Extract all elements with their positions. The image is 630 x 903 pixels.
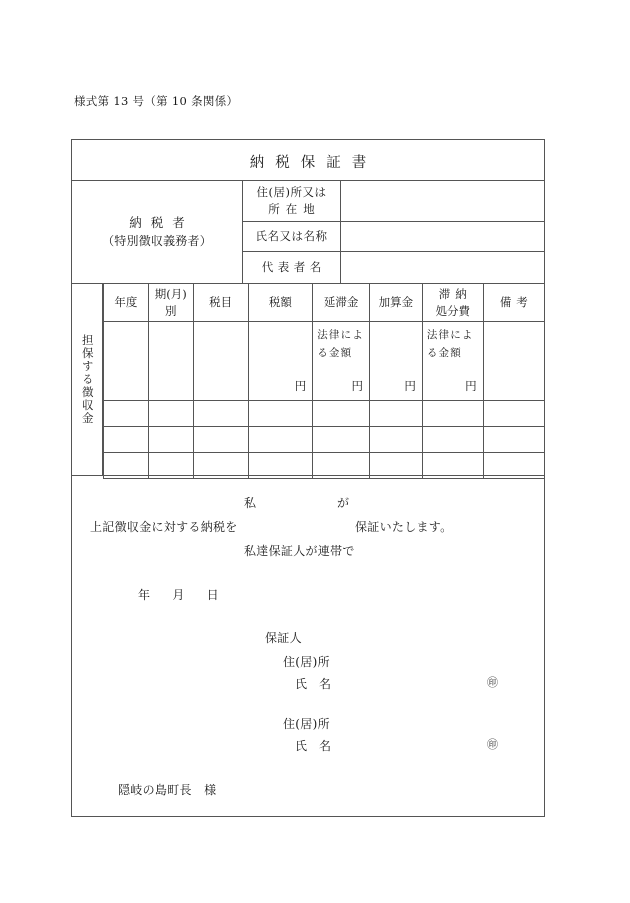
taxpayer-heading-line1: 納税者: [129, 215, 194, 231]
cell-tax-amount[interactable]: [248, 453, 313, 479]
cell-tax-amount[interactable]: [248, 427, 313, 453]
taxpayer-representative-row: [243, 252, 544, 283]
column-header-disposal-cost-line1: 滞納: [438, 286, 472, 301]
taxpayer-name-row: [243, 222, 544, 253]
cell-term[interactable]: [148, 427, 193, 453]
table-row: [104, 322, 545, 401]
cell-year[interactable]: [104, 427, 149, 453]
cell-disposal-cost[interactable]: [422, 401, 483, 427]
column-header-additional: [370, 284, 423, 322]
cell-disposal-cost[interactable]: [422, 427, 483, 453]
column-header-additional-text: 加算金: [378, 295, 414, 310]
cell-tax-item[interactable]: [193, 453, 248, 479]
collection-table-section: [72, 284, 544, 476]
column-header-tax-item-text: 税目: [209, 295, 233, 310]
cell-year[interactable]: [104, 453, 149, 479]
cell-note[interactable]: [483, 401, 544, 427]
cell-tax-amount[interactable]: [248, 401, 313, 427]
cell-additional[interactable]: [370, 453, 423, 479]
taxpayer-heading-line2: （特別徴収義務者）: [102, 234, 212, 249]
statement-particle: が: [337, 496, 350, 510]
table-row: [104, 453, 545, 479]
taxpayer-address-row: [243, 181, 544, 222]
statement-subject-singular: 私: [244, 496, 257, 510]
table-header-row: [104, 284, 545, 322]
statement-subject-plural: 私達保証人が連帯で: [244, 544, 355, 558]
cell-tax-amount[interactable]: [248, 322, 313, 401]
disposal-cost-note-line2: る金額: [426, 346, 462, 359]
column-header-disposal-cost-line2: 処分費: [435, 303, 470, 318]
cell-year[interactable]: [104, 401, 149, 427]
taxpayer-fields: [243, 181, 544, 283]
guarantor-section-title: 保証人: [265, 631, 302, 645]
collection-table: [103, 284, 544, 479]
taxpayer-heading: [72, 181, 243, 283]
seal-icon: ㊞: [487, 676, 499, 689]
disposal-cost-note-line1: 法律によ: [426, 329, 474, 341]
cell-note[interactable]: [483, 453, 544, 479]
column-header-term-line2: 別: [165, 303, 177, 318]
taxpayer-block: [72, 181, 544, 284]
taxpayer-address-label-line1: 住(居)所又は: [256, 184, 327, 199]
column-header-term-line1: 期(月): [154, 286, 187, 301]
column-header-tax-amount-text: 税額: [268, 295, 292, 310]
addressee-line: 隠岐の島町長 様: [118, 783, 217, 797]
cell-disposal-cost[interactable]: [422, 322, 483, 401]
table-row: [104, 401, 545, 427]
statement-guarantee-text: 保証いたします。: [355, 520, 453, 534]
form-number: 様式第 13 号（第 10 条関係）: [74, 94, 239, 108]
column-header-late-fee-text: 延滞金: [323, 295, 359, 310]
column-header-late-fee: [313, 284, 370, 322]
column-header-year: [104, 284, 149, 322]
column-header-year-text: 年度: [114, 295, 138, 310]
guarantor-2-address-label: 住(居)所: [283, 717, 330, 731]
cell-late-fee[interactable]: [313, 401, 370, 427]
taxpayer-representative-label-text: 代表者名: [261, 260, 326, 275]
column-header-tax-item: [193, 284, 248, 322]
page-title: 納税保証書: [249, 155, 378, 171]
tax-amount-unit: 円: [294, 379, 307, 393]
column-header-note: [483, 284, 544, 322]
cell-term[interactable]: [148, 401, 193, 427]
table-row: [104, 427, 545, 453]
late-fee-note-line1: 法律によ: [317, 329, 365, 341]
cell-disposal-cost[interactable]: [422, 453, 483, 479]
late-fee-note: [317, 327, 365, 363]
cell-tax-item[interactable]: [193, 427, 248, 453]
disposal-cost-unit: 円: [465, 379, 477, 393]
taxpayer-address-value[interactable]: [341, 181, 544, 221]
form-frame: [71, 139, 545, 817]
cell-late-fee[interactable]: [313, 427, 370, 453]
taxpayer-address-label: [243, 181, 341, 221]
additional-unit: 円: [404, 379, 416, 393]
column-header-term: [148, 284, 193, 322]
column-header-disposal-cost: [422, 284, 483, 322]
guarantor-1-name-label: 氏名: [295, 677, 344, 691]
taxpayer-name-label-text: 氏名又は名称: [255, 228, 328, 243]
cell-year[interactable]: [104, 322, 149, 401]
cell-additional[interactable]: [370, 427, 423, 453]
date-day-label: 日: [206, 588, 219, 602]
taxpayer-representative-value[interactable]: [341, 252, 544, 283]
cell-term[interactable]: [148, 322, 193, 401]
late-fee-note-line2: る金額: [317, 346, 353, 359]
date-month-label: 月: [172, 588, 185, 602]
statement-main-text: 上記徴収金に対する納税を: [90, 520, 238, 534]
late-fee-unit: 円: [351, 379, 364, 393]
title-row: [72, 140, 544, 181]
guarantor-2-name-label: 氏名: [295, 739, 344, 753]
cell-note[interactable]: [483, 322, 544, 401]
column-header-note-text: 備考: [499, 295, 533, 310]
taxpayer-address-label-line2: 所在地: [268, 201, 321, 216]
cell-note[interactable]: [483, 427, 544, 453]
cell-term[interactable]: [148, 453, 193, 479]
column-header-tax-amount: [248, 284, 313, 322]
guarantor-1-address-label: 住(居)所: [283, 655, 330, 669]
collection-side-label-text: 担保する徴収金: [80, 334, 95, 425]
cell-tax-item[interactable]: [193, 322, 248, 401]
cell-tax-item[interactable]: [193, 401, 248, 427]
collection-side-label: [72, 284, 103, 475]
cell-late-fee[interactable]: [313, 453, 370, 479]
cell-additional[interactable]: [370, 322, 423, 401]
cell-late-fee[interactable]: [313, 322, 370, 401]
taxpayer-name-label: [243, 222, 341, 252]
taxpayer-name-value[interactable]: [341, 222, 544, 252]
seal-icon: ㊞: [487, 738, 499, 751]
statement-section: [72, 476, 544, 818]
date-year-label: 年: [138, 588, 151, 602]
date-line[interactable]: [138, 586, 219, 603]
disposal-cost-note: [427, 327, 479, 363]
taxpayer-representative-label: [243, 252, 341, 283]
cell-additional[interactable]: [370, 401, 423, 427]
